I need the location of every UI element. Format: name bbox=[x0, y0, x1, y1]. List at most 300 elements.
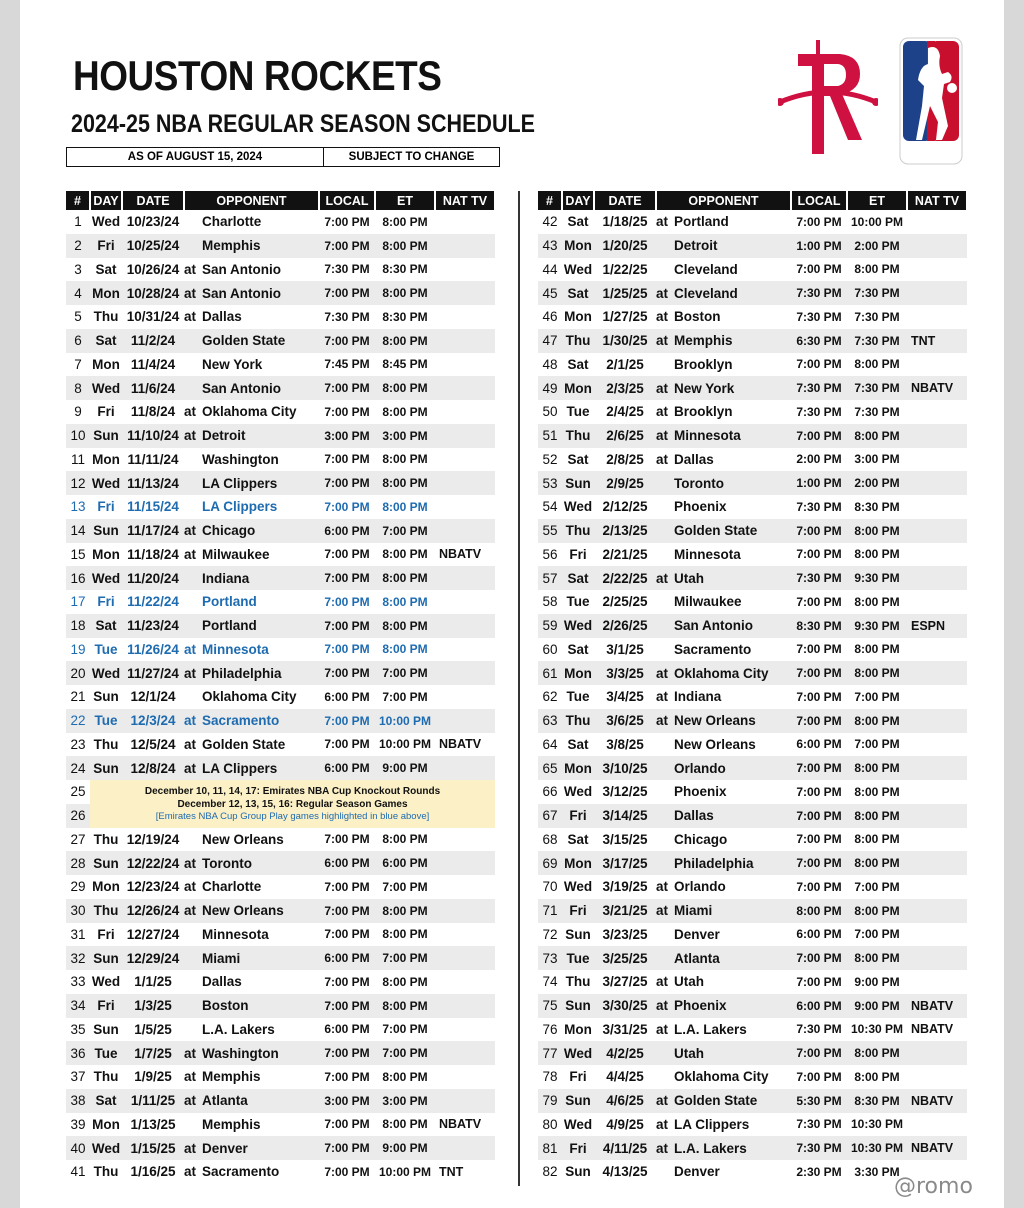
local-time: 1:00 PM bbox=[791, 471, 847, 495]
et-time: 8:00 PM bbox=[382, 214, 428, 229]
et-time: 8:00 PM bbox=[847, 424, 907, 448]
opponent-name: New Orleans bbox=[674, 736, 756, 752]
game-day: Wed bbox=[562, 1041, 594, 1065]
game-opponent bbox=[656, 709, 791, 733]
local-time: 7:00 PM bbox=[324, 452, 370, 467]
game-opponent bbox=[184, 353, 319, 377]
game-number: 3 bbox=[74, 261, 82, 277]
table-header-row bbox=[538, 191, 967, 210]
et-time: 10:30 PM bbox=[847, 1136, 907, 1160]
opponent-name: Philadelphia bbox=[674, 855, 754, 871]
national-tv bbox=[435, 994, 495, 1018]
et-time: 8:00 PM bbox=[375, 566, 435, 590]
table-row bbox=[538, 780, 967, 804]
national-tv: NBATV bbox=[911, 1022, 954, 1037]
game-opponent bbox=[656, 804, 791, 828]
game-day: Wed bbox=[563, 499, 593, 515]
national-tv bbox=[435, 1041, 495, 1065]
et-time: 8:00 PM bbox=[375, 376, 435, 400]
game-date: 1/11/25 bbox=[122, 1089, 184, 1113]
game-opponent bbox=[656, 543, 791, 567]
game-number: 17 bbox=[70, 594, 86, 610]
national-tv bbox=[907, 471, 967, 495]
local-time: 7:00 PM bbox=[791, 756, 847, 780]
away-marker: at bbox=[184, 1069, 197, 1085]
schedule-table-right bbox=[538, 191, 968, 1184]
game-date: 2/4/25 bbox=[606, 404, 644, 420]
national-tv bbox=[907, 353, 967, 377]
game-number: 53 bbox=[538, 471, 562, 495]
local-time: 3:00 PM bbox=[319, 424, 375, 448]
game-day: Wed bbox=[91, 974, 121, 990]
game-date: 11/22/24 bbox=[127, 594, 179, 610]
game-day: Sat bbox=[90, 1089, 122, 1113]
opponent-name: San Antonio bbox=[674, 618, 753, 634]
game-day: Thu bbox=[93, 1164, 119, 1180]
schedule-table-left bbox=[66, 191, 496, 1184]
table-row bbox=[66, 471, 495, 495]
et-time: 9:00 PM bbox=[847, 994, 907, 1018]
opponent-name: Memphis bbox=[674, 333, 733, 349]
opponent-name: Memphis bbox=[202, 238, 261, 254]
national-tv: ESPN bbox=[907, 614, 967, 638]
opponent-name: Detroit bbox=[202, 428, 246, 444]
local-time: 7:00 PM bbox=[319, 1136, 375, 1160]
game-date: 11/26/24 bbox=[127, 641, 179, 657]
game-date: 11/4/24 bbox=[130, 356, 176, 372]
opponent-name: Brooklyn bbox=[674, 356, 733, 372]
national-tv bbox=[435, 685, 495, 709]
et-time: 8:00 PM bbox=[382, 404, 428, 419]
game-date: 2/6/25 bbox=[594, 424, 656, 448]
opponent-name: Charlotte bbox=[202, 214, 262, 230]
local-time: 7:00 PM bbox=[324, 642, 370, 657]
game-number: 66 bbox=[542, 784, 558, 800]
et-time: 8:00 PM bbox=[375, 899, 435, 923]
table-row bbox=[66, 733, 495, 757]
table-row bbox=[66, 1041, 495, 1065]
game-date: 2/8/25 bbox=[606, 451, 644, 467]
game-day: Wed bbox=[90, 471, 122, 495]
game-day: Sat bbox=[567, 736, 589, 752]
local-time: 7:00 PM bbox=[319, 329, 375, 353]
et-time: 2:00 PM bbox=[847, 471, 907, 495]
page-title: HOUSTON ROCKETS bbox=[73, 52, 442, 99]
table-row bbox=[538, 1065, 967, 1089]
table-row bbox=[538, 305, 967, 329]
game-opponent bbox=[656, 210, 791, 234]
opponent-name: Sacramento bbox=[202, 713, 280, 729]
game-number: 16 bbox=[66, 566, 90, 590]
away-marker: at bbox=[656, 570, 669, 586]
away-marker: at bbox=[656, 451, 669, 467]
game-date: 11/20/24 bbox=[122, 566, 184, 590]
cup-note-line: December 12, 13, 15, 16: Regular Season Games bbox=[177, 798, 408, 810]
et-time: 8:00 PM bbox=[854, 594, 900, 609]
et-time: 9:30 PM bbox=[847, 566, 907, 590]
game-opponent bbox=[656, 851, 791, 875]
game-opponent bbox=[184, 733, 319, 757]
opponent-name: Atlanta bbox=[202, 1093, 248, 1109]
opponent-name: Washington bbox=[202, 451, 279, 467]
game-opponent bbox=[656, 685, 791, 709]
et-time: 8:00 PM bbox=[375, 329, 435, 353]
rockets-logo-icon bbox=[778, 36, 878, 156]
cup-note-line: [Emirates NBA Cup Group Play games highlighted in blue above] bbox=[155, 810, 430, 822]
game-date: 11/8/24 bbox=[130, 404, 176, 420]
opponent-name: Orlando bbox=[674, 879, 726, 895]
game-opponent bbox=[184, 519, 319, 543]
game-number: 6 bbox=[66, 329, 90, 353]
local-time: 7:00 PM bbox=[319, 471, 375, 495]
local-time: 7:30 PM bbox=[796, 1022, 842, 1037]
table-row bbox=[66, 828, 495, 852]
game-opponent bbox=[184, 281, 319, 305]
opponent-name: Oklahoma City bbox=[674, 1069, 769, 1085]
table-row bbox=[538, 566, 967, 590]
game-date: 2/9/25 bbox=[594, 471, 656, 495]
game-opponent bbox=[184, 305, 319, 329]
away-marker: at bbox=[184, 309, 197, 325]
cup-note bbox=[90, 780, 495, 828]
game-opponent bbox=[656, 828, 791, 852]
opponent-name: Utah bbox=[674, 974, 704, 990]
col-header-num: # bbox=[66, 191, 90, 210]
game-date: 3/25/25 bbox=[594, 946, 656, 970]
opponent-name: Phoenix bbox=[674, 998, 727, 1014]
table-row bbox=[66, 1018, 495, 1042]
opponent-name: New York bbox=[674, 380, 735, 396]
game-day: Mon bbox=[92, 1116, 120, 1132]
game-date: 11/13/24 bbox=[122, 471, 184, 495]
local-time: 7:00 PM bbox=[319, 899, 375, 923]
table-row bbox=[538, 851, 967, 875]
et-time: 8:00 PM bbox=[854, 784, 900, 799]
et-time: 6:00 PM bbox=[375, 851, 435, 875]
game-date: 1/18/25 bbox=[602, 214, 648, 230]
game-opponent bbox=[656, 780, 791, 804]
opponent-name: LA Clippers bbox=[202, 499, 278, 515]
game-opponent bbox=[184, 1041, 319, 1065]
et-time: 8:45 PM bbox=[382, 357, 428, 372]
table-row bbox=[66, 566, 495, 590]
opponent-name: Chicago bbox=[674, 831, 728, 847]
table-row bbox=[538, 281, 967, 305]
game-number: 21 bbox=[70, 689, 86, 705]
info-box bbox=[66, 147, 500, 167]
game-day: Sat bbox=[562, 566, 594, 590]
local-time: 7:30 PM bbox=[791, 376, 847, 400]
national-tv bbox=[907, 875, 967, 899]
opponent-name: New Orleans bbox=[202, 903, 284, 919]
game-date: 3/3/25 bbox=[594, 661, 656, 685]
local-time: 7:00 PM bbox=[796, 784, 842, 799]
game-number: 33 bbox=[70, 974, 86, 990]
table-row bbox=[538, 543, 967, 567]
game-day: Mon bbox=[564, 309, 592, 325]
national-tv bbox=[435, 590, 495, 614]
local-time: 7:00 PM bbox=[324, 832, 370, 847]
game-date: 12/26/24 bbox=[122, 899, 184, 923]
game-opponent bbox=[184, 329, 319, 353]
opponent-name: Denver bbox=[674, 926, 720, 942]
national-tv bbox=[435, 1136, 495, 1160]
table-row bbox=[66, 780, 495, 804]
game-date: 12/22/24 bbox=[122, 851, 184, 875]
game-opponent bbox=[656, 1065, 791, 1089]
game-opponent bbox=[656, 281, 791, 305]
game-number: 57 bbox=[538, 566, 562, 590]
table-row bbox=[538, 638, 967, 662]
game-opponent bbox=[656, 946, 791, 970]
local-time: 7:00 PM bbox=[791, 804, 847, 828]
away-marker: at bbox=[656, 1093, 669, 1109]
game-date: 3/6/25 bbox=[594, 709, 656, 733]
local-time: 2:00 PM bbox=[796, 452, 842, 467]
game-opponent bbox=[184, 828, 319, 852]
game-day: Wed bbox=[563, 784, 593, 800]
game-number: 30 bbox=[66, 899, 90, 923]
game-number: 41 bbox=[70, 1164, 86, 1180]
game-number: 15 bbox=[70, 546, 86, 562]
local-time: 7:00 PM bbox=[796, 262, 842, 277]
subject-to-change-label: SUBJECT TO CHANGE bbox=[348, 151, 475, 163]
national-tv bbox=[907, 899, 967, 923]
national-tv bbox=[435, 495, 495, 519]
local-time: 7:30 PM bbox=[796, 404, 842, 419]
game-date: 2/3/25 bbox=[594, 376, 656, 400]
game-number: 36 bbox=[66, 1041, 90, 1065]
game-opponent bbox=[184, 258, 319, 282]
game-date: 1/27/25 bbox=[602, 309, 648, 325]
table-row bbox=[538, 970, 967, 994]
game-number: 32 bbox=[66, 946, 90, 970]
local-time: 6:00 PM bbox=[319, 946, 375, 970]
game-number: 25 bbox=[70, 784, 86, 800]
game-number: 58 bbox=[542, 594, 558, 610]
away-marker: at bbox=[656, 974, 669, 990]
national-tv bbox=[435, 448, 495, 472]
game-day: Thu bbox=[562, 519, 594, 543]
game-day: Sun bbox=[93, 1021, 119, 1037]
away-marker: at bbox=[656, 428, 669, 444]
col-header-opponent: OPPONENT bbox=[184, 191, 319, 210]
game-day: Thu bbox=[565, 974, 591, 990]
table-row bbox=[538, 448, 967, 472]
opponent-name: Oklahoma City bbox=[674, 665, 769, 681]
game-day: Sun bbox=[565, 1164, 591, 1180]
game-number: 1 bbox=[74, 214, 82, 230]
game-opponent bbox=[656, 923, 791, 947]
table-row bbox=[538, 614, 967, 638]
col-header-day: DAY bbox=[562, 191, 594, 210]
game-day: Fri bbox=[569, 546, 587, 562]
et-time: 10:00 PM bbox=[378, 737, 432, 752]
table-row bbox=[538, 400, 967, 424]
national-tv bbox=[907, 970, 967, 994]
national-tv: NBATV bbox=[439, 547, 482, 562]
col-header-day: DAY bbox=[90, 191, 122, 210]
game-date: 11/15/24 bbox=[127, 499, 179, 515]
national-tv: NBATV bbox=[907, 376, 967, 400]
et-time: 8:30 PM bbox=[854, 499, 900, 514]
game-date: 1/7/25 bbox=[122, 1041, 184, 1065]
et-time: 9:30 PM bbox=[847, 614, 907, 638]
opponent-name: Memphis bbox=[202, 1116, 261, 1132]
opponent-name: Portland bbox=[674, 214, 729, 230]
local-time: 3:00 PM bbox=[319, 1089, 375, 1113]
away-marker: at bbox=[184, 1140, 197, 1156]
et-time: 8:00 PM bbox=[854, 357, 900, 372]
opponent-name: Phoenix bbox=[674, 499, 727, 515]
game-day: Fri bbox=[90, 234, 122, 258]
game-number: 78 bbox=[542, 1069, 558, 1085]
game-number: 39 bbox=[70, 1116, 86, 1132]
game-day: Fri bbox=[562, 1136, 594, 1160]
game-number: 42 bbox=[542, 214, 558, 230]
table-row bbox=[538, 590, 967, 614]
local-time: 6:30 PM bbox=[791, 329, 847, 353]
opponent-name: Golden State bbox=[202, 333, 286, 349]
local-time: 6:00 PM bbox=[324, 689, 370, 704]
game-number: 51 bbox=[538, 424, 562, 448]
game-date: 3/14/25 bbox=[594, 804, 656, 828]
game-date: 2/1/25 bbox=[606, 356, 644, 372]
game-date: 3/17/25 bbox=[594, 851, 656, 875]
game-opponent bbox=[656, 1160, 791, 1184]
et-time: 3:00 PM bbox=[375, 424, 435, 448]
table-row bbox=[538, 946, 967, 970]
et-time: 8:00 PM bbox=[375, 471, 435, 495]
game-date: 1/20/25 bbox=[594, 234, 656, 258]
local-time: 7:00 PM bbox=[796, 1069, 842, 1084]
opponent-name: Indiana bbox=[202, 570, 250, 586]
opponent-name: Boston bbox=[674, 309, 721, 325]
et-time: 8:00 PM bbox=[847, 804, 907, 828]
game-number: 50 bbox=[542, 404, 558, 420]
opponent-name: Boston bbox=[202, 998, 249, 1014]
game-opponent bbox=[656, 614, 791, 638]
national-tv bbox=[907, 1065, 967, 1089]
game-opponent bbox=[184, 970, 319, 994]
game-day: Mon bbox=[92, 879, 120, 895]
national-tv bbox=[907, 281, 967, 305]
opponent-name: Miami bbox=[674, 903, 713, 919]
game-date: 11/11/24 bbox=[127, 451, 179, 467]
opponent-name: Utah bbox=[674, 1045, 704, 1061]
et-time: 7:30 PM bbox=[854, 309, 900, 324]
game-opponent bbox=[184, 376, 319, 400]
game-number: 77 bbox=[538, 1041, 562, 1065]
table-row bbox=[66, 614, 495, 638]
game-opponent bbox=[184, 471, 319, 495]
opponent-name: Toronto bbox=[674, 475, 724, 491]
national-tv bbox=[907, 851, 967, 875]
game-date: 3/15/25 bbox=[602, 831, 648, 847]
game-date: 1/16/25 bbox=[130, 1164, 176, 1180]
national-tv bbox=[435, 400, 495, 424]
local-time: 7:30 PM bbox=[324, 309, 370, 324]
game-day: Tue bbox=[566, 594, 590, 610]
game-date: 12/29/24 bbox=[122, 946, 184, 970]
game-number: 38 bbox=[66, 1089, 90, 1113]
game-day: Thu bbox=[93, 736, 119, 752]
opponent-name: Sacramento bbox=[674, 641, 752, 657]
national-tv bbox=[435, 281, 495, 305]
away-marker: at bbox=[184, 546, 197, 562]
national-tv bbox=[907, 210, 967, 234]
et-time: 9:00 PM bbox=[375, 1136, 435, 1160]
game-day: Sun bbox=[90, 756, 122, 780]
game-number: 12 bbox=[66, 471, 90, 495]
local-time: 7:30 PM bbox=[796, 1117, 842, 1132]
game-date: 2/12/25 bbox=[602, 499, 648, 515]
national-tv bbox=[907, 1041, 967, 1065]
national-tv bbox=[907, 733, 967, 757]
national-tv: TNT bbox=[907, 329, 967, 353]
away-marker: at bbox=[184, 903, 197, 919]
game-day: Wed bbox=[91, 214, 121, 230]
opponent-name: Oklahoma City bbox=[202, 404, 297, 420]
game-number: 62 bbox=[542, 689, 558, 705]
game-number: 69 bbox=[538, 851, 562, 875]
game-date: 12/19/24 bbox=[126, 831, 180, 847]
game-number: 43 bbox=[538, 234, 562, 258]
table-row bbox=[66, 400, 495, 424]
table-row bbox=[538, 376, 967, 400]
local-time: 7:00 PM bbox=[324, 404, 370, 419]
et-time: 7:00 PM bbox=[854, 737, 900, 752]
et-time: 8:00 PM bbox=[382, 594, 428, 609]
table-row bbox=[538, 210, 967, 234]
game-number: 8 bbox=[66, 376, 90, 400]
game-day: Thu bbox=[93, 309, 119, 325]
game-opponent bbox=[184, 851, 319, 875]
local-time: 7:00 PM bbox=[324, 594, 370, 609]
et-time: 7:30 PM bbox=[847, 329, 907, 353]
local-time: 7:30 PM bbox=[324, 262, 370, 277]
et-time: 10:00 PM bbox=[850, 214, 904, 229]
table-row bbox=[66, 234, 495, 258]
game-opponent bbox=[184, 448, 319, 472]
away-marker: at bbox=[656, 1140, 669, 1156]
game-opponent bbox=[656, 590, 791, 614]
national-tv bbox=[907, 590, 967, 614]
col-header-local: LOCAL bbox=[319, 191, 375, 210]
table-row bbox=[66, 448, 495, 472]
opponent-name: Golden State bbox=[674, 523, 758, 539]
game-day: Sat bbox=[567, 641, 589, 657]
table-row bbox=[66, 519, 495, 543]
et-time: 8:00 PM bbox=[382, 927, 428, 942]
game-day: Mon bbox=[562, 376, 594, 400]
game-number: 29 bbox=[70, 879, 86, 895]
game-opponent bbox=[656, 638, 791, 662]
game-day: Sat bbox=[90, 329, 122, 353]
local-time: 7:00 PM bbox=[796, 689, 842, 704]
game-opponent bbox=[656, 329, 791, 353]
local-time: 7:00 PM bbox=[796, 832, 842, 847]
national-tv bbox=[435, 1065, 495, 1089]
national-tv bbox=[907, 566, 967, 590]
game-number: 60 bbox=[542, 641, 558, 657]
game-day: Mon bbox=[562, 851, 594, 875]
game-number: 79 bbox=[538, 1089, 562, 1113]
game-number: 28 bbox=[66, 851, 90, 875]
et-time: 8:00 PM bbox=[382, 832, 428, 847]
et-time: 8:00 PM bbox=[382, 452, 428, 467]
et-time: 8:30 PM bbox=[382, 262, 428, 277]
